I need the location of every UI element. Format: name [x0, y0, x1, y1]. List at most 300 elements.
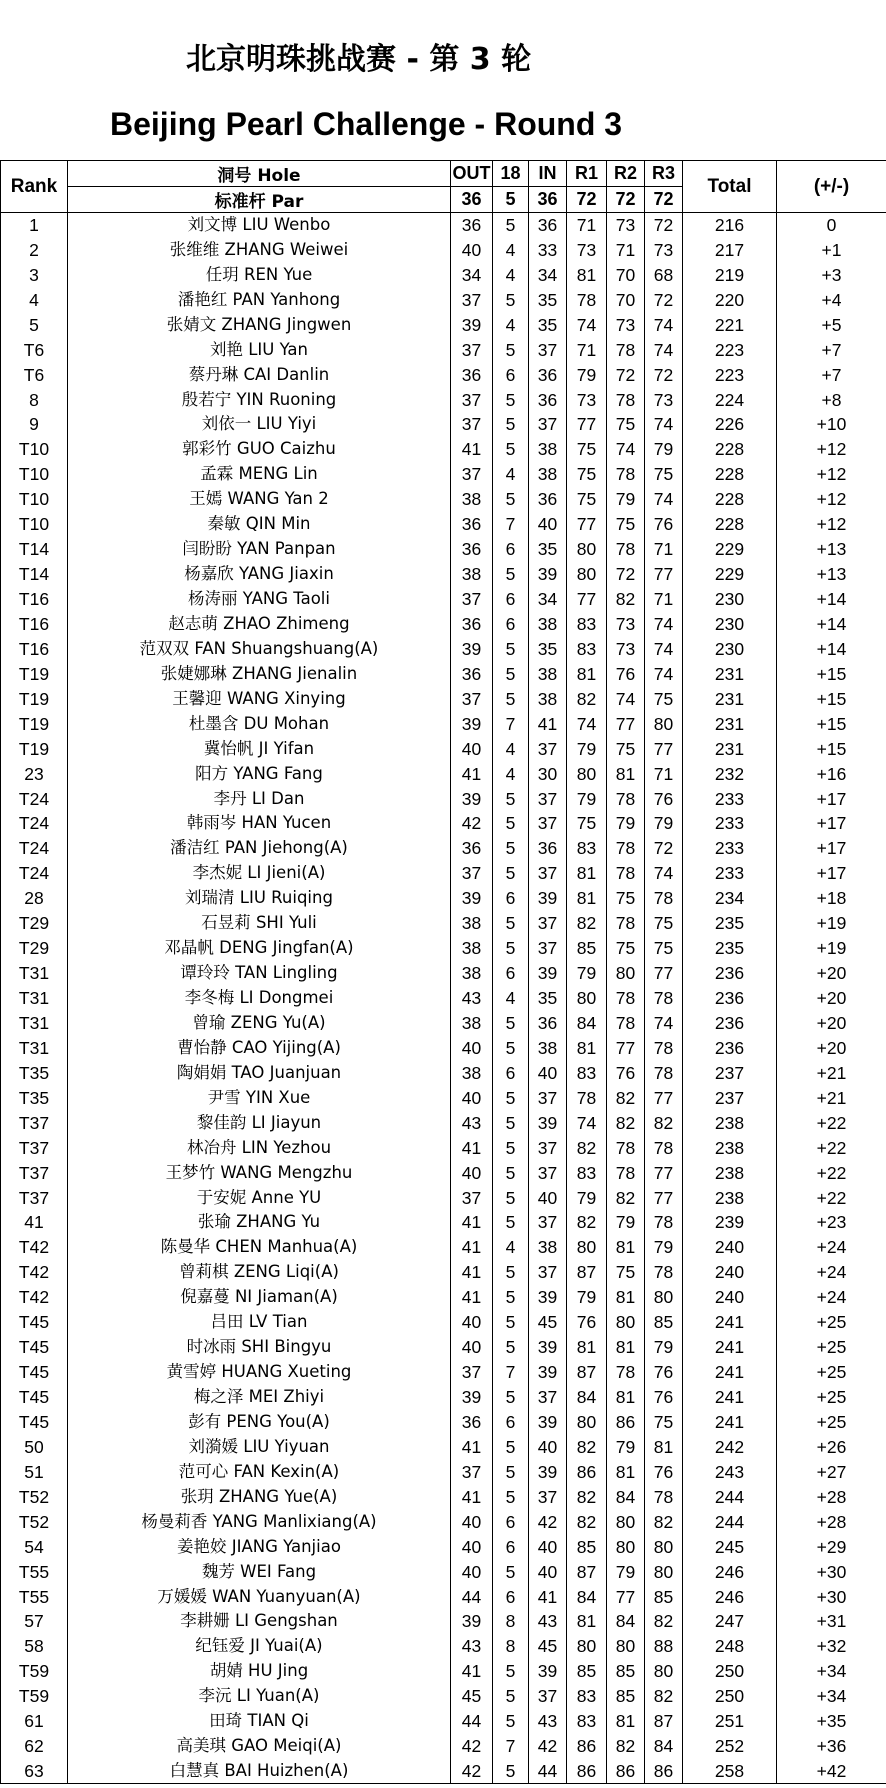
r3-cell: 74	[645, 612, 683, 637]
out-cell: 39	[451, 1385, 493, 1410]
in-cell: 36	[529, 836, 567, 861]
r1-cell: 87	[567, 1360, 607, 1385]
total-cell: 231	[683, 661, 777, 686]
player-name-cell: 林冶舟 LIN Yezhou	[68, 1135, 451, 1160]
total-cell: 226	[683, 412, 777, 437]
r2-cell: 78	[607, 337, 645, 362]
in-cell: 43	[529, 1709, 567, 1734]
table-row	[1, 412, 886, 437]
par-18: 5	[493, 187, 529, 213]
table-row	[1, 337, 886, 362]
rank-cell: T24	[1, 836, 68, 861]
player-name-cell: 刘文博 LIU Wenbo	[68, 213, 451, 238]
r3-cell: 75	[645, 936, 683, 961]
plus-minus-cell: +25	[777, 1310, 886, 1335]
plus-minus-cell: +32	[777, 1634, 886, 1659]
table-row	[1, 1559, 886, 1584]
r2-cell: 82	[607, 1185, 645, 1210]
table-row	[1, 1011, 886, 1036]
out-cell: 38	[451, 562, 493, 587]
r3-cell: 85	[645, 1310, 683, 1335]
total-cell: 251	[683, 1709, 777, 1734]
r3-cell: 77	[645, 961, 683, 986]
r2-cell: 78	[607, 786, 645, 811]
hole-18-cell: 5	[493, 437, 529, 462]
r2-cell: 85	[607, 1659, 645, 1684]
out-cell: 36	[451, 362, 493, 387]
r1-cell: 82	[567, 686, 607, 711]
total-cell: 258	[683, 1759, 777, 1784]
total-cell: 229	[683, 537, 777, 562]
rank-cell: 51	[1, 1459, 68, 1484]
r3-cell: 71	[645, 587, 683, 612]
table-row	[1, 1310, 886, 1335]
r1-cell: 80	[567, 1410, 607, 1435]
hole-18-cell: 6	[493, 537, 529, 562]
total-cell: 241	[683, 1360, 777, 1385]
hole-18-cell: 6	[493, 1060, 529, 1085]
r1-cell: 71	[567, 213, 607, 238]
r3-cell: 80	[645, 711, 683, 736]
plus-minus-cell: +24	[777, 1260, 886, 1285]
hole-18-cell: 5	[493, 786, 529, 811]
plus-minus-cell: +12	[777, 462, 886, 487]
r2-cell: 72	[607, 362, 645, 387]
rank-cell: T45	[1, 1335, 68, 1360]
r1-cell: 80	[567, 986, 607, 1011]
r1-cell: 74	[567, 312, 607, 337]
total-cell: 230	[683, 587, 777, 612]
r2-cell: 78	[607, 836, 645, 861]
plus-minus-cell: +22	[777, 1135, 886, 1160]
par-out: 36	[451, 187, 493, 213]
r3-cell: 79	[645, 1335, 683, 1360]
hole-18-cell: 4	[493, 1235, 529, 1260]
hole-18-cell: 7	[493, 512, 529, 537]
r2-cell: 75	[607, 512, 645, 537]
plus-minus-cell: +4	[777, 287, 886, 312]
rank-cell: 5	[1, 312, 68, 337]
hole-18-cell: 5	[493, 1335, 529, 1360]
in-cell: 40	[529, 512, 567, 537]
out-cell: 37	[451, 412, 493, 437]
par-r2: 72	[607, 187, 645, 213]
table-row	[1, 262, 886, 287]
player-name-cell: 田琦 TIAN Qi	[68, 1709, 451, 1734]
r1-cell: 85	[567, 1659, 607, 1684]
out-cell: 41	[451, 1484, 493, 1509]
in-cell: 36	[529, 362, 567, 387]
table-row	[1, 1285, 886, 1310]
r1-cell: 80	[567, 761, 607, 786]
in-cell: 38	[529, 686, 567, 711]
table-row	[1, 562, 886, 587]
r2-cell: 78	[607, 1160, 645, 1185]
in-cell: 37	[529, 1684, 567, 1709]
out-cell: 37	[451, 337, 493, 362]
r1-cell: 75	[567, 437, 607, 462]
r2-cell: 80	[607, 961, 645, 986]
total-cell: 250	[683, 1659, 777, 1684]
rank-cell: T45	[1, 1385, 68, 1410]
r3-cell: 74	[645, 312, 683, 337]
table-row	[1, 487, 886, 512]
r1-cell: 74	[567, 1110, 607, 1135]
plus-minus-cell: +3	[777, 262, 886, 287]
in-cell: 34	[529, 587, 567, 612]
player-name-cell: 白慧真 BAI Huizhen(A)	[68, 1759, 451, 1784]
r3-cell: 68	[645, 262, 683, 287]
r2-cell: 86	[607, 1410, 645, 1435]
rank-cell: T45	[1, 1310, 68, 1335]
plus-minus-cell: +12	[777, 487, 886, 512]
r1-cell: 82	[567, 1484, 607, 1509]
r3-cell: 80	[645, 1559, 683, 1584]
rank-cell: T31	[1, 986, 68, 1011]
in-cell: 37	[529, 1160, 567, 1185]
total-cell: 244	[683, 1484, 777, 1509]
table-row	[1, 1035, 886, 1060]
player-name-cell: 王馨迎 WANG Xinying	[68, 686, 451, 711]
table-row	[1, 1459, 886, 1484]
in-cell: 35	[529, 636, 567, 661]
r1-cell: 84	[567, 1584, 607, 1609]
r2-cell: 75	[607, 1260, 645, 1285]
out-cell: 39	[451, 1609, 493, 1634]
table-row	[1, 1135, 886, 1160]
in-cell: 37	[529, 412, 567, 437]
hole-18-cell: 7	[493, 711, 529, 736]
table-row	[1, 836, 886, 861]
out-cell: 44	[451, 1709, 493, 1734]
out-cell: 43	[451, 1634, 493, 1659]
rank-cell: T52	[1, 1484, 68, 1509]
out-cell: 38	[451, 936, 493, 961]
player-name-cell: 刘瑞清 LIU Ruiqing	[68, 886, 451, 911]
r3-cell: 84	[645, 1734, 683, 1759]
r2-cell: 78	[607, 1011, 645, 1036]
r1-cell: 84	[567, 1011, 607, 1036]
r1-cell: 87	[567, 1260, 607, 1285]
player-name-cell: 时冰雨 SHI Bingyu	[68, 1335, 451, 1360]
r2-cell: 82	[607, 1110, 645, 1135]
r2-cell: 78	[607, 986, 645, 1011]
hole-18-cell: 5	[493, 1135, 529, 1160]
out-cell: 38	[451, 911, 493, 936]
table-row	[1, 736, 886, 761]
r1-cell: 82	[567, 911, 607, 936]
player-name-cell: 于安妮 Anne YU	[68, 1185, 451, 1210]
table-row	[1, 437, 886, 462]
total-cell: 247	[683, 1609, 777, 1634]
r2-cell: 81	[607, 1459, 645, 1484]
table-row	[1, 711, 886, 736]
plus-minus-cell: +25	[777, 1335, 886, 1360]
r1-cell: 77	[567, 412, 607, 437]
total-cell: 235	[683, 936, 777, 961]
plus-minus-cell: +24	[777, 1235, 886, 1260]
rank-cell: 50	[1, 1434, 68, 1459]
r2-cell: 84	[607, 1609, 645, 1634]
r3-cell: 80	[645, 1659, 683, 1684]
hole-18-cell: 5	[493, 836, 529, 861]
r1-cell: 76	[567, 1310, 607, 1335]
rank-cell: T42	[1, 1235, 68, 1260]
table-row	[1, 512, 886, 537]
header-r2: R2	[607, 161, 645, 187]
in-cell: 35	[529, 287, 567, 312]
in-cell: 36	[529, 213, 567, 238]
r3-cell: 80	[645, 1534, 683, 1559]
r3-cell: 73	[645, 387, 683, 412]
rank-cell: T52	[1, 1509, 68, 1534]
r2-cell: 81	[607, 1709, 645, 1734]
out-cell: 40	[451, 1310, 493, 1335]
total-cell: 231	[683, 711, 777, 736]
rank-cell: T42	[1, 1260, 68, 1285]
player-name-cell: 张婕娜琳 ZHANG Jienalin	[68, 661, 451, 686]
r2-cell: 78	[607, 537, 645, 562]
rank-cell: 61	[1, 1709, 68, 1734]
in-cell: 37	[529, 736, 567, 761]
rank-cell: T35	[1, 1060, 68, 1085]
out-cell: 36	[451, 213, 493, 238]
total-cell: 236	[683, 1035, 777, 1060]
player-name-cell: 黎佳韵 LI Jiayun	[68, 1110, 451, 1135]
total-cell: 221	[683, 312, 777, 337]
out-cell: 34	[451, 262, 493, 287]
r3-cell: 71	[645, 761, 683, 786]
hole-18-cell: 7	[493, 1360, 529, 1385]
rank-cell: T19	[1, 686, 68, 711]
player-name-cell: 王梦竹 WANG Mengzhu	[68, 1160, 451, 1185]
player-name-cell: 范双双 FAN Shuangshuang(A)	[68, 636, 451, 661]
plus-minus-cell: +28	[777, 1484, 886, 1509]
player-name-cell: 冀怡帆 JI Yifan	[68, 736, 451, 761]
r1-cell: 80	[567, 537, 607, 562]
table-row	[1, 1235, 886, 1260]
total-cell: 219	[683, 262, 777, 287]
table-row	[1, 362, 886, 387]
plus-minus-cell: +19	[777, 936, 886, 961]
out-cell: 37	[451, 462, 493, 487]
plus-minus-cell: +22	[777, 1185, 886, 1210]
player-name-cell: 谭玲玲 TAN Lingling	[68, 961, 451, 986]
total-cell: 238	[683, 1135, 777, 1160]
r1-cell: 78	[567, 287, 607, 312]
table-row	[1, 1360, 886, 1385]
plus-minus-cell: +27	[777, 1459, 886, 1484]
plus-minus-cell: +20	[777, 1035, 886, 1060]
r2-cell: 74	[607, 437, 645, 462]
header-total: Total	[683, 161, 777, 213]
hole-18-cell: 5	[493, 1709, 529, 1734]
hole-18-cell: 6	[493, 1584, 529, 1609]
r1-cell: 80	[567, 562, 607, 587]
hole-18-cell: 6	[493, 1410, 529, 1435]
player-name-cell: 殷若宁 YIN Ruoning	[68, 387, 451, 412]
r3-cell: 77	[645, 1085, 683, 1110]
rank-cell: 4	[1, 287, 68, 312]
r1-cell: 86	[567, 1759, 607, 1784]
header-par: 标准杆 Par	[68, 187, 451, 213]
plus-minus-cell: +17	[777, 786, 886, 811]
in-cell: 38	[529, 1235, 567, 1260]
out-cell: 40	[451, 736, 493, 761]
r2-cell: 82	[607, 587, 645, 612]
in-cell: 38	[529, 1035, 567, 1060]
in-cell: 37	[529, 1385, 567, 1410]
table-row	[1, 1634, 886, 1659]
hole-18-cell: 4	[493, 462, 529, 487]
player-name-cell: 梅之泽 MEI Zhiyi	[68, 1385, 451, 1410]
in-cell: 42	[529, 1734, 567, 1759]
r2-cell: 78	[607, 1360, 645, 1385]
r3-cell: 72	[645, 213, 683, 238]
rank-cell: 58	[1, 1634, 68, 1659]
in-cell: 39	[529, 1285, 567, 1310]
in-cell: 37	[529, 1210, 567, 1235]
out-cell: 37	[451, 686, 493, 711]
total-cell: 242	[683, 1434, 777, 1459]
out-cell: 41	[451, 761, 493, 786]
rank-cell: 63	[1, 1759, 68, 1784]
plus-minus-cell: +15	[777, 736, 886, 761]
r3-cell: 78	[645, 1060, 683, 1085]
r3-cell: 76	[645, 1385, 683, 1410]
r1-cell: 79	[567, 786, 607, 811]
in-cell: 38	[529, 437, 567, 462]
player-name-cell: 郭彩竹 GUO Caizhu	[68, 437, 451, 462]
hole-18-cell: 5	[493, 387, 529, 412]
total-cell: 236	[683, 1011, 777, 1036]
total-cell: 233	[683, 836, 777, 861]
player-name-cell: 杨嘉欣 YANG Jiaxin	[68, 562, 451, 587]
hole-18-cell: 5	[493, 1459, 529, 1484]
out-cell: 38	[451, 1011, 493, 1036]
rank-cell: T10	[1, 487, 68, 512]
r1-cell: 81	[567, 1335, 607, 1360]
in-cell: 39	[529, 1410, 567, 1435]
hole-18-cell: 5	[493, 1160, 529, 1185]
in-cell: 45	[529, 1634, 567, 1659]
out-cell: 36	[451, 612, 493, 637]
in-cell: 36	[529, 387, 567, 412]
rank-cell: T16	[1, 612, 68, 637]
rank-cell: 1	[1, 213, 68, 238]
out-cell: 41	[451, 437, 493, 462]
player-name-cell: 吕田 LV Tian	[68, 1310, 451, 1335]
plus-minus-cell: +13	[777, 562, 886, 587]
r1-cell: 73	[567, 237, 607, 262]
out-cell: 41	[451, 1235, 493, 1260]
r2-cell: 79	[607, 1434, 645, 1459]
table-row	[1, 1709, 886, 1734]
out-cell: 44	[451, 1584, 493, 1609]
plus-minus-cell: +20	[777, 986, 886, 1011]
in-cell: 36	[529, 487, 567, 512]
rank-cell: 54	[1, 1534, 68, 1559]
header-in: IN	[529, 161, 567, 187]
player-name-cell: 邓晶帆 DENG Jingfan(A)	[68, 936, 451, 961]
total-cell: 233	[683, 811, 777, 836]
player-name-cell: 王嫣 WANG Yan 2	[68, 487, 451, 512]
hole-18-cell: 5	[493, 861, 529, 886]
r2-cell: 77	[607, 1584, 645, 1609]
plus-minus-cell: +21	[777, 1060, 886, 1085]
plus-minus-cell: +8	[777, 387, 886, 412]
in-cell: 43	[529, 1609, 567, 1634]
plus-minus-cell: +25	[777, 1385, 886, 1410]
total-cell: 241	[683, 1310, 777, 1335]
hole-18-cell: 5	[493, 1185, 529, 1210]
plus-minus-cell: +30	[777, 1584, 886, 1609]
hole-18-cell: 5	[493, 1659, 529, 1684]
player-name-cell: 李耕姗 LI Gengshan	[68, 1609, 451, 1634]
hole-18-cell: 5	[493, 936, 529, 961]
player-name-cell: 陈曼华 CHEN Manhua(A)	[68, 1235, 451, 1260]
r2-cell: 76	[607, 1060, 645, 1085]
table-row	[1, 1684, 886, 1709]
plus-minus-cell: +22	[777, 1160, 886, 1185]
r2-cell: 78	[607, 387, 645, 412]
rank-cell: T55	[1, 1584, 68, 1609]
header-r3: R3	[645, 161, 683, 187]
plus-minus-cell: +14	[777, 636, 886, 661]
r3-cell: 78	[645, 1210, 683, 1235]
hole-18-cell: 4	[493, 237, 529, 262]
table-row	[1, 237, 886, 262]
table-row	[1, 1210, 886, 1235]
total-cell: 223	[683, 337, 777, 362]
hole-18-cell: 5	[493, 1085, 529, 1110]
r2-cell: 80	[607, 1634, 645, 1659]
rank-cell: T55	[1, 1559, 68, 1584]
r3-cell: 78	[645, 1484, 683, 1509]
in-cell: 42	[529, 1509, 567, 1534]
in-cell: 37	[529, 911, 567, 936]
total-cell: 241	[683, 1385, 777, 1410]
r2-cell: 77	[607, 711, 645, 736]
in-cell: 39	[529, 1110, 567, 1135]
r1-cell: 81	[567, 661, 607, 686]
r1-cell: 83	[567, 1160, 607, 1185]
r1-cell: 75	[567, 487, 607, 512]
player-name-cell: 杜墨含 DU Mohan	[68, 711, 451, 736]
r2-cell: 78	[607, 861, 645, 886]
r1-cell: 79	[567, 1285, 607, 1310]
table-row	[1, 587, 886, 612]
player-name-cell: 张婧文 ZHANG Jingwen	[68, 312, 451, 337]
r2-cell: 81	[607, 1385, 645, 1410]
r3-cell: 78	[645, 886, 683, 911]
r1-cell: 80	[567, 1634, 607, 1659]
in-cell: 39	[529, 1659, 567, 1684]
r3-cell: 77	[645, 1160, 683, 1185]
total-cell: 243	[683, 1459, 777, 1484]
player-name-cell: 张玥 ZHANG Yue(A)	[68, 1484, 451, 1509]
r2-cell: 75	[607, 412, 645, 437]
table-row	[1, 886, 886, 911]
table-row	[1, 1060, 886, 1085]
header-r1: R1	[567, 161, 607, 187]
rank-cell: 23	[1, 761, 68, 786]
in-cell: 37	[529, 337, 567, 362]
out-cell: 41	[451, 1260, 493, 1285]
total-cell: 240	[683, 1235, 777, 1260]
player-name-cell: 杨涛丽 YANG Taoli	[68, 587, 451, 612]
table-header	[1, 161, 886, 213]
